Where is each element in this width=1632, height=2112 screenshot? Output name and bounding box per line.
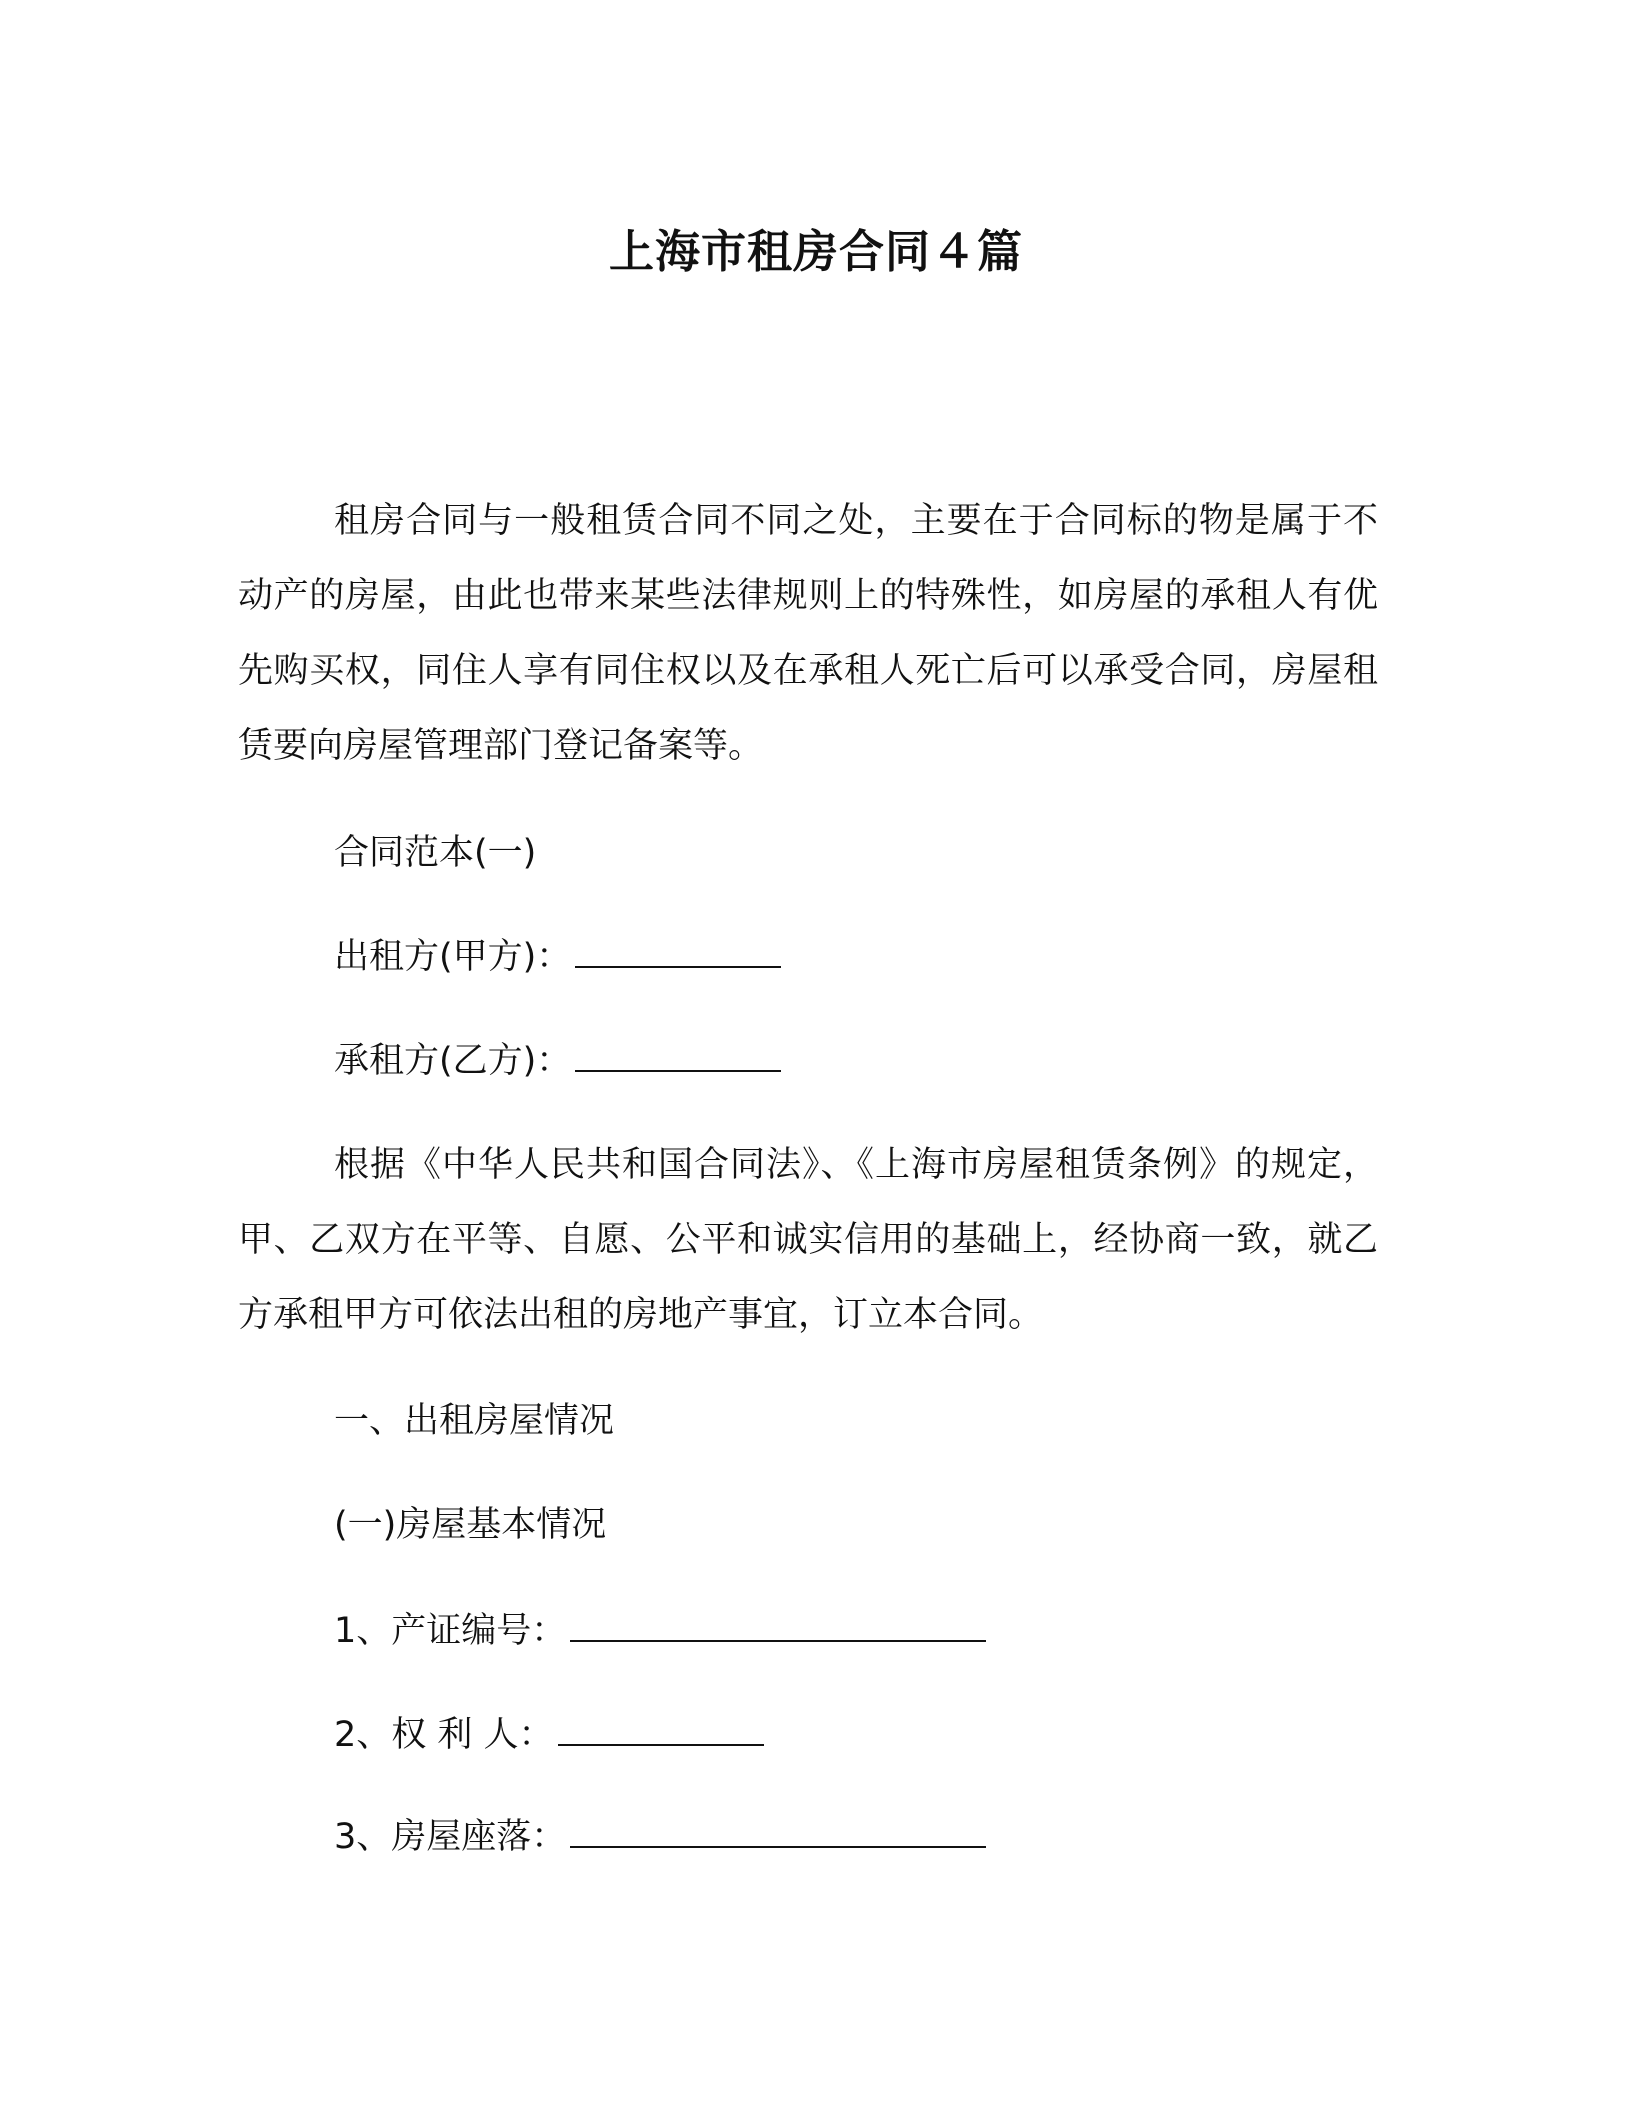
lessor-field — [334, 930, 781, 982]
lessee-blank — [575, 1034, 781, 1072]
preamble-paragraph: 根据《中华人民共和国合同法》、《上海市房屋租赁条例》的规定，甲、乙双方在平等、自愿、公平和诚实信用的基础上，经协商一致，就乙方承租甲方可依法出租的房地产事宜，订立本合同。 — [238, 1145, 1378, 1335]
lessee-field — [334, 1034, 781, 1086]
item1-label: 1、产证编号： — [334, 1611, 567, 1651]
lessor-label: 出租方(甲方)： — [334, 937, 572, 977]
item3-field — [334, 1810, 986, 1862]
section1-heading: 一、出租房屋情况 — [334, 1401, 615, 1441]
item2-label: 2、权 利 人： — [334, 1715, 554, 1755]
intro-paragraph: 租房合同与一般租赁合同不同之处，主要在于合同标的物是属于不动产的房屋，由此也带来某些法律规则上的特殊性，如房屋的承租人有优先购买权，同住人享有同住权以及在承租人死亡后可以承受合同，房屋租赁要向房屋管理部门登记备案等。 — [238, 501, 1378, 766]
item3-blank — [570, 1810, 986, 1848]
subsection1-heading: (一)房屋基本情况 — [334, 1505, 607, 1545]
document-title: 上海市租房合同４篇 — [608, 225, 1023, 278]
lessor-blank — [575, 930, 781, 968]
item2-blank — [558, 1708, 764, 1746]
lessee-label: 承租方(乙方)： — [334, 1041, 572, 1081]
item1-blank — [570, 1604, 986, 1642]
item3-label: 3、房屋座落： — [334, 1817, 567, 1857]
sample-heading: 合同范本(一) — [334, 833, 537, 873]
item1-field — [334, 1604, 986, 1656]
item2-field — [334, 1708, 764, 1760]
